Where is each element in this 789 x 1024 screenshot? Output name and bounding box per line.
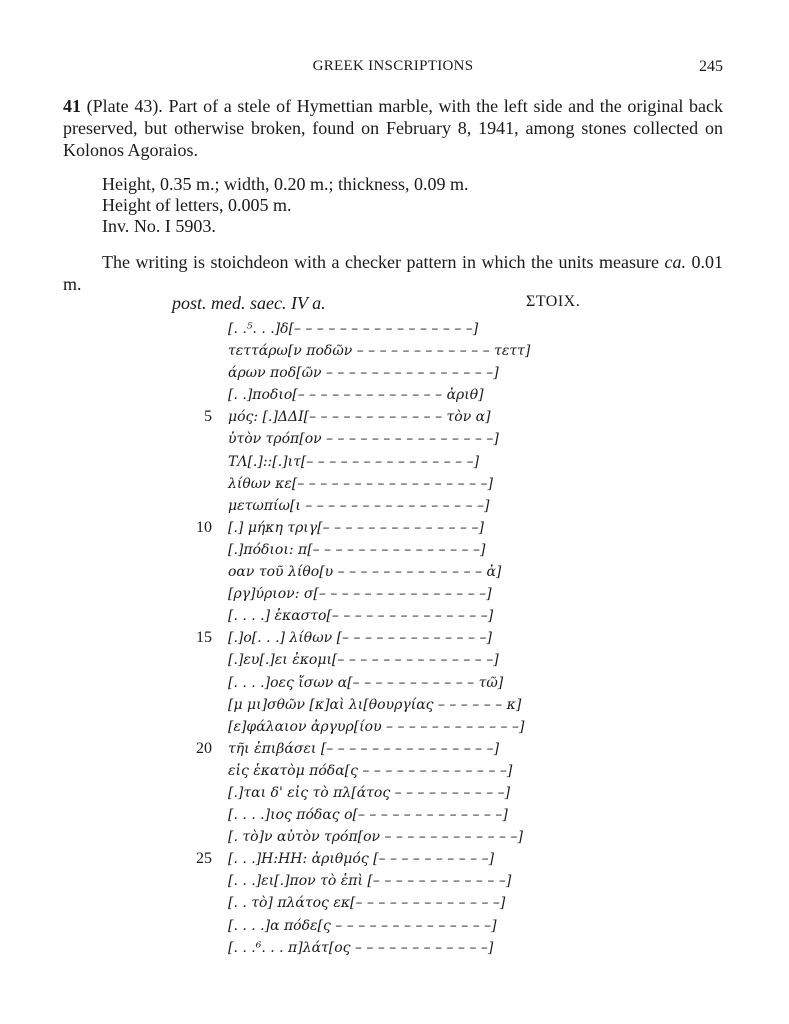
running-head <box>63 58 723 80</box>
inscription-line <box>180 672 600 694</box>
inscription-line <box>180 473 600 495</box>
line-text: [.]ται δ' εἰς τὸ πλ[άτος – – – – – – – – – –] <box>228 784 511 801</box>
entry-number: 41 <box>63 96 81 116</box>
line-text: [.]ο[. . .] λίθων [– – – – – – – – – – – – –] <box>228 630 492 647</box>
line-text: λίθων κε[– – – – – – – – – – – – – – – – –] <box>228 475 493 492</box>
inscription-line <box>180 870 600 892</box>
line-text: ὐτὸν τρόπ[ον – – – – – – – – – – – – – – –] <box>228 431 499 448</box>
inscription-line <box>180 760 600 782</box>
line-text: [. . . .]οες ἴσων α[– – – – – – – – – – – τῶ] <box>228 674 504 691</box>
line-number: 15 <box>196 629 212 647</box>
line-text: τεττάρω[ν ποδῶν – – – – – – – – – – – – τεττ] <box>228 343 531 360</box>
page-number: 245 <box>699 58 723 75</box>
inscription-line <box>180 892 600 914</box>
line-text: [. . .⁶. . . π]λάτ[ος – – – – – – – – – – – –] <box>228 939 494 956</box>
inscription-text <box>180 318 600 959</box>
inscription-line <box>180 915 600 937</box>
line-text: [. . .]Η:ΗΗ: ἀριθμός [– – – – – – – – – –] <box>228 851 495 868</box>
inscription-line <box>180 716 600 738</box>
inscription-line <box>180 561 600 583</box>
dating-line <box>172 293 592 315</box>
inscription-line <box>180 694 600 716</box>
inscription-line <box>180 826 600 848</box>
line-text: [. . . .] ἑκαστο[– – – – – – – – – – – – – –] <box>228 608 494 625</box>
entry-text: (Plate 43). Part of a stele of Hymettian marble, with the left side and the original back preserved, but otherwise broken, found on February 8, 1941, among stones collected on Kolonos Agoraios. <box>63 96 724 160</box>
inscription-line <box>180 362 600 384</box>
writing-measure: 0.01 m. <box>63 252 724 294</box>
inscription-line <box>180 937 600 959</box>
inscription-line <box>180 384 600 406</box>
writing-description <box>63 251 723 295</box>
inscription-line <box>180 782 600 804</box>
line-text: [.]ευ[.]ει ἐκομι[– – – – – – – – – – – – – –] <box>228 652 499 669</box>
line-number: 25 <box>196 850 212 868</box>
line-text: άρων ποδ[ῶν – – – – – – – – – – – – – – –] <box>228 365 499 382</box>
inscription-line <box>180 340 600 362</box>
measurements <box>102 174 722 237</box>
line-number: 10 <box>196 518 212 536</box>
line-text: [. τὸ]ν αὐτὸν τρόπ[ον – – – – – – – – – – – –] <box>228 829 523 846</box>
inscription-line <box>180 583 600 605</box>
line-text: [. . .]ει[.]πον τὸ ἐπὶ [– – – – – – – – – – – –] <box>228 873 512 890</box>
line-text: μετωπίω[ι – – – – – – – – – – – – – – – –] <box>228 497 490 514</box>
line-text: [. .⁵. . .]δ[– – – – – – – – – – – – – – – –] <box>228 321 479 337</box>
inscription-line <box>180 517 600 539</box>
stoichedon-label: ΣΤΟΙΧ. <box>526 293 581 310</box>
inscription-line <box>180 428 600 450</box>
measurement-inventory: Inv. No. I 5903. <box>102 216 216 236</box>
inscription-line <box>180 605 600 627</box>
line-text: [. . τὸ] πλάτος εκ[– – – – – – – – – – – – –] <box>228 895 506 912</box>
line-text: [.] μήκη τριγ[– – – – – – – – – – – – – –] <box>228 519 484 536</box>
inscription-line <box>180 848 600 870</box>
running-title: GREEK INSCRIPTIONS <box>312 58 474 74</box>
inscription-line <box>180 649 600 671</box>
inscription-line <box>180 318 600 340</box>
entry-description <box>63 95 723 161</box>
inscription-line <box>180 738 600 760</box>
line-text: [.]πόδιοι: π[– – – – – – – – – – – – – – –] <box>228 541 486 558</box>
line-text: τῆι ἐπιβάσει [– – – – – – – – – – – – – – –] <box>228 740 500 757</box>
line-text: [. . . .]ιος πόδας ο[– – – – – – – – – – – – –] <box>228 807 508 824</box>
date-text: post. med. saec. IV a. <box>172 293 326 313</box>
inscription-line <box>180 539 600 561</box>
line-text: [. . . .]α πόδε[ς – – – – – – – – – – – – – –] <box>228 917 497 934</box>
line-text: οαν τοῦ λίθο[υ – – – – – – – – – – – – – ἀ] <box>228 564 502 581</box>
line-text: [μ μι]σθῶν [κ]αὶ λι[θουργίας – – – – – – κ] <box>228 696 522 713</box>
line-number: 5 <box>204 408 212 426</box>
measurement-letter-height: Height of letters, 0.005 m. <box>102 195 292 215</box>
line-text: εἰς ἑκατὸμ πόδα[ς – – – – – – – – – – – – –] <box>228 762 513 779</box>
measurement-dimensions: Height, 0.35 m.; width, 0.20 m.; thickness, 0.09 m. <box>102 174 469 194</box>
line-text: [. .]ποδιο[– – – – – – – – – – – – – ἀριθ] <box>228 387 484 404</box>
inscription-line <box>180 495 600 517</box>
line-text: [ργ]ύριον: σ[– – – – – – – – – – – – – – –] <box>228 586 492 603</box>
inscription-line <box>180 451 600 473</box>
writing-text: The writing is stoichdeon with a checker pattern in which the units measure <box>102 252 659 272</box>
inscription-line <box>180 804 600 826</box>
inscription-line <box>180 406 600 428</box>
line-number: 20 <box>196 739 212 757</box>
line-text: μός: [.]ΔΔΙ[– – – – – – – – – – – – τὸν α] <box>228 409 491 426</box>
line-text: ΤΛ[.]::[.]ιτ[– – – – – – – – – – – – – – –] <box>228 453 480 470</box>
inscription-line <box>180 627 600 649</box>
writing-ca: ca. <box>664 252 686 272</box>
line-text: [ε]φάλαιον ἀργυρ[ίου – – – – – – – – – – – –] <box>228 718 525 735</box>
